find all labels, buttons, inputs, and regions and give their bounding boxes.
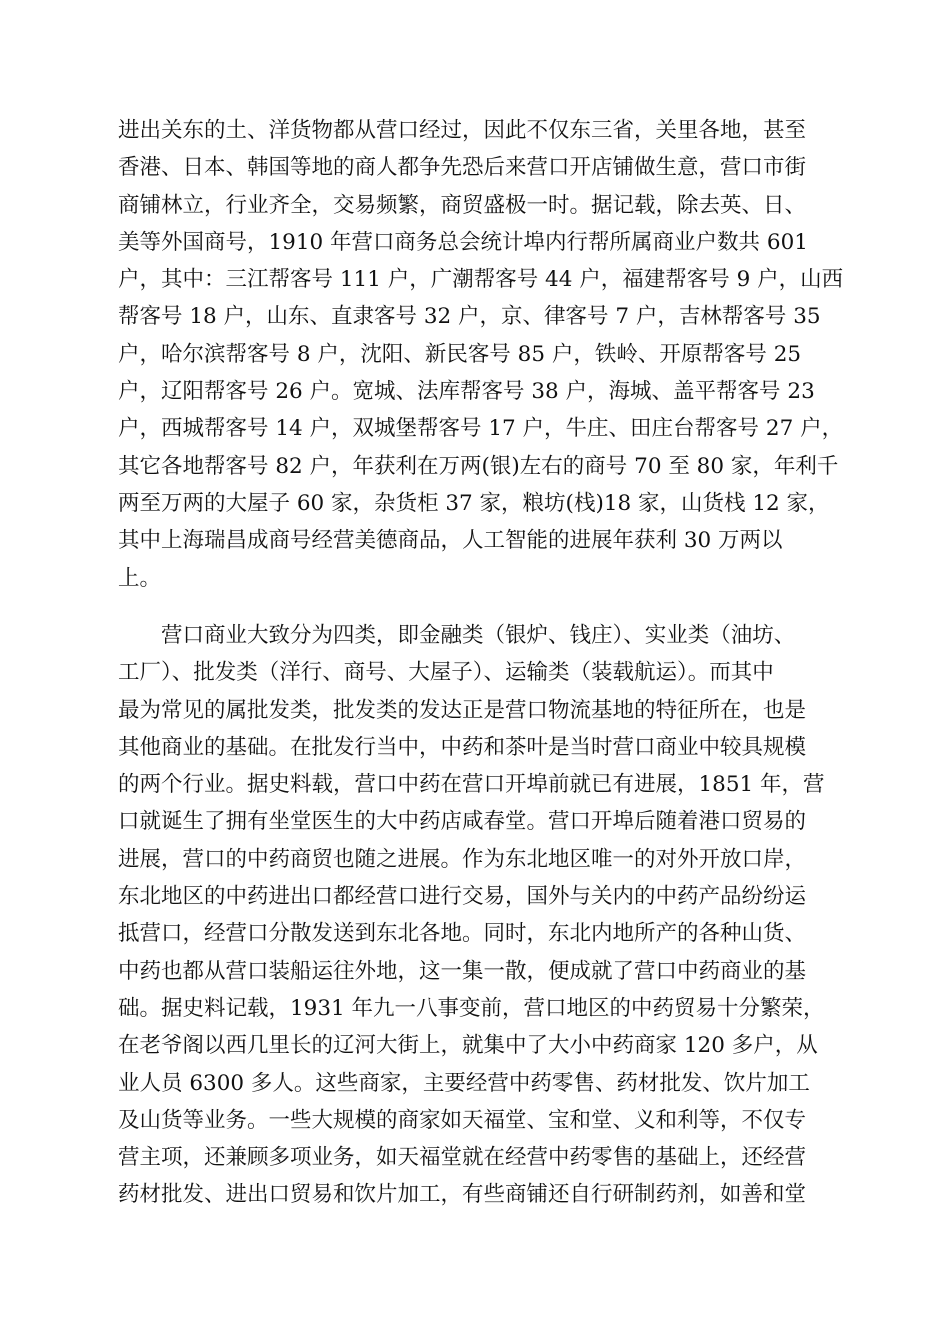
paragraph-line: 帮客号 18 户，山东、直隶客号 32 户，京、律客号 7 户，吉林帮客号 35 [118, 304, 821, 330]
paragraph-1 [118, 112, 844, 597]
paragraph-line: 营口商业大致分为四类，即金融类（银炉、钱庄）、实业类（油坊、 [161, 623, 796, 648]
paragraph-line: 最为常见的属批发类，批发类的发达正是营口物流基地的特征所在，也是 [118, 697, 807, 723]
paragraph-line: 户，辽阳帮客号 26 户。宽城、法库帮客号 38 户，海城、盖平帮客号 23 [118, 379, 815, 405]
paragraph-line: 户，其中：三江帮客号 111 户，广潮帮客号 44 户，福建帮客号 9 户，山西 [118, 267, 844, 293]
paragraph-line: 进出关东的土、洋货物都从营口经过，因此不仅东三省，关里各地，甚至 [118, 118, 807, 143]
paragraph-line: 其他商业的基础。在批发行当中，中药和茶叶是当时营口商业中较具规模 [118, 734, 807, 760]
paragraph-line: 进展，营口的中药商贸也随之进展。作为东北地区唯一的对外开放口岸， [118, 846, 807, 872]
paragraph-line: 在老爷阁以西几里长的辽河大街上，就集中了大小中药商家 120 多户，从 [118, 1033, 818, 1059]
paragraph-line: 及山货等业务。一些大规模的商家如天福堂、宝和堂、义和利等，不仅专 [118, 1107, 807, 1133]
paragraph-line: 的两个行业。据史料载，营口中药在营口开埠前就已有进展，1851 年，营 [118, 772, 825, 798]
paragraph-line: 业人员 6300 多人。这些商家，主要经营中药零售、药材批发、饮片加工 [118, 1070, 810, 1096]
paragraph-line: 美等外国商号，1910 年营口商务总会统计埠内行帮所属商业户数共 601 [118, 229, 808, 255]
paragraph-line: 工厂）、批发类（洋行、商号、大屋子）、运输类（装载航运）。而其中 [118, 660, 774, 686]
paragraph-line: 础。据史料记载，1931 年九一八事变前，营口地区的中药贸易十分繁荣， [118, 995, 825, 1021]
paragraph-line: 中药也都从营口装船运往外地，这一集一散，便成就了营口中药商业的基 [118, 958, 807, 984]
paragraph-line: 香港、日本、韩国等地的商人都争先恐后来营口开店铺做生意，营口市街 [118, 155, 807, 181]
paragraph-line: 药材批发、进出口贸易和饮片加工，有些商铺还自行研制药剂，如善和堂 [118, 1182, 807, 1208]
paragraph-line: 两至万两的大屋子 60 家，杂货柜 37 家，粮坊(栈)18 家，山货栈 12 家， [118, 490, 830, 516]
paragraph-line: 商铺林立，行业齐全，交易频繁，商贸盛极一时。据记载，除去英、日、 [118, 192, 807, 218]
paragraph-line: 口就诞生了拥有坐堂医生的大中药店咸春堂。营口开埠后随着港口贸易的 [118, 809, 807, 835]
paragraph-line: 抵营口，经营口分散发送到东北各地。同时，东北内地所产的各种山货、 [118, 921, 807, 947]
paragraph-line: 户，西城帮客号 14 户，双城堡帮客号 17 户，牛庄、田庄台帮客号 27 户， [118, 416, 844, 442]
paragraph-line: 上。 [118, 565, 162, 591]
paragraph-line: 营主项，还兼顾多项业务，如天福堂就在经营中药零售的基础上，还经营 [118, 1145, 807, 1171]
paragraph-2 [118, 617, 838, 1214]
paragraph-line: 其中上海瑞昌成商号经营美德商品，人工智能的进展年获利 30 万两以 [118, 528, 783, 554]
paragraph-line: 东北地区的中药进出口都经营口进行交易，国外与关内的中药产品纷纷运 [118, 884, 807, 910]
paragraph-line: 其它各地帮客号 82 户，年获利在万两(银)左右的商号 70 至 80 家，年利千 [118, 453, 839, 479]
paragraph-line: 户，哈尔滨帮客号 8 户，沈阳、新民客号 85 户，铁岭、开原帮客号 25 [118, 341, 802, 367]
